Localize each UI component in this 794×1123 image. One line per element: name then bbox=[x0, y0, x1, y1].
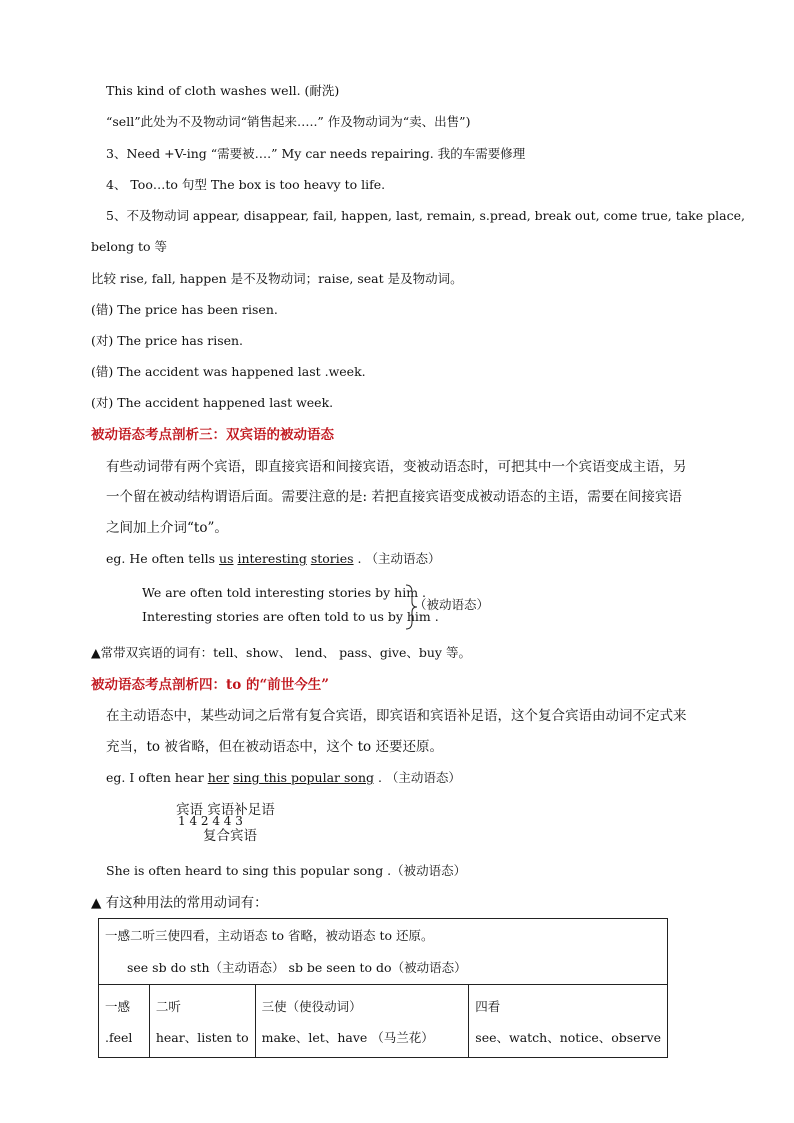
line-need-ving: 3、Need +V-ing “需要被….” My car needs repairing. 我的车需要修理 bbox=[106, 146, 526, 161]
line-cloth-washes: This kind of cloth washes well. (耐洗) bbox=[106, 83, 340, 98]
object-label-numbers: 1 4 2 4 4 3 bbox=[178, 814, 243, 828]
section4-para-line2: 充当，to 被省略，但在被动语态中，这个 to 还要还原。 bbox=[106, 739, 443, 755]
table-value: see、watch、notice、observe bbox=[475, 1030, 661, 1045]
line-right-happened: (对) The accident happened last week. bbox=[91, 395, 334, 410]
example-prefix: eg. He often tells bbox=[106, 551, 220, 566]
example-us: us bbox=[219, 551, 234, 566]
table-header: 四看 bbox=[475, 999, 501, 1014]
usage-title: ▲ 有这种用法的常用动词有： bbox=[91, 895, 268, 911]
section3-para-line1: 有些动词带有两个宾语，即直接宾语和间接宾语，变被动语态时，可把其中一个宾语变成主语，另 bbox=[106, 459, 687, 475]
section4-example bbox=[106, 770, 461, 786]
table-header: 三使（使役动词） bbox=[261, 999, 362, 1014]
object-labels: 宾语 宾语补足语 bbox=[176, 802, 275, 818]
line-right-risen: (对) The price has risen. bbox=[91, 333, 244, 348]
double-object-verbs: ▲常带双宾语的词有：tell、show、 lend、 pass、give、buy 等。 bbox=[91, 645, 471, 660]
verbs-table bbox=[98, 918, 668, 1058]
table-cell-make bbox=[255, 985, 469, 1058]
example-interesting: interesting bbox=[237, 551, 307, 566]
example-stories: stories bbox=[310, 551, 354, 566]
line-intransitive-verbs: 5、不及物动词 appear, disappear, fail, happen, last, remain, s.pread, break out, come true, take place, bbox=[106, 208, 745, 223]
section3-para-line2: 一个留在被动结构谓语后面。需要注意的是: 若把直接宾语变成被动语态的主语，需要在间接宾语 bbox=[106, 489, 682, 505]
passive-sentence: She is often heard to sing this popular song .（被动语态） bbox=[106, 863, 467, 878]
example-suffix: . （主动语态） bbox=[374, 770, 461, 785]
section3-para-line3: 之间加上介词“to”。 bbox=[106, 520, 228, 536]
example-phrase: sing this popular song bbox=[233, 770, 374, 785]
compound-object-label: 复合宾语 bbox=[203, 828, 257, 844]
section3-heading: 被动语态考点剖析三：双宾语的被动语态 bbox=[91, 427, 334, 443]
table-cell-hear bbox=[149, 985, 255, 1058]
line-belong-to: belong to 等 bbox=[91, 239, 167, 254]
table-value: hear、listen to bbox=[155, 1030, 249, 1045]
line-sell-note: “sell”此处为不及物动词“销售起来…..” 作及物动词为“卖、出售”) bbox=[106, 114, 471, 129]
section3-example bbox=[106, 551, 440, 567]
table-row bbox=[99, 985, 668, 1058]
line-too-to: 4、 Too…to 句型 The box is too heavy to life. bbox=[106, 177, 386, 192]
passive-sentence-2: Interesting stories are often told to us by him . bbox=[142, 609, 439, 624]
example-her: her bbox=[207, 770, 230, 785]
table-header: 一感 bbox=[105, 999, 131, 1014]
example-prefix: eg. I often hear bbox=[106, 770, 208, 785]
table-summary-line1: 一感二听三使四看，主动语态 to 省略，被动语态 to 还原。 bbox=[105, 928, 434, 943]
line-wrong-happened: (错) The accident was happened last .week. bbox=[91, 364, 366, 379]
table-summary-line2: see sb do sth（主动语态） sb be seen to do（被动语态） bbox=[127, 960, 467, 975]
passive-sentence-1: We are often told interesting stories by him . bbox=[142, 585, 427, 600]
table-cell-see bbox=[469, 985, 668, 1058]
passive-label: （被动语态） bbox=[414, 597, 490, 612]
table-header: 二听 bbox=[155, 999, 181, 1014]
table-value: make、let、have （马兰花） bbox=[261, 1030, 434, 1045]
example-suffix: . （主动语态） bbox=[353, 551, 441, 566]
section4-heading: 被动语态考点剖析四：to 的“前世今生” bbox=[91, 677, 329, 693]
line-compare: 比较 rise, fall, happen 是不及物动词；raise, seat 是及物动词。 bbox=[91, 271, 463, 286]
table-cell-sense bbox=[99, 985, 150, 1058]
table-value: .feel bbox=[105, 1030, 133, 1045]
table-row bbox=[99, 919, 668, 985]
table-summary-cell bbox=[99, 919, 668, 985]
section4-para-line1: 在主动语态中，某些动词之后常有复合宾语，即宾语和宾语补足语，这个复合宾语由动词不定式来 bbox=[106, 708, 687, 724]
line-wrong-risen: (错) The price has been risen. bbox=[91, 302, 278, 317]
